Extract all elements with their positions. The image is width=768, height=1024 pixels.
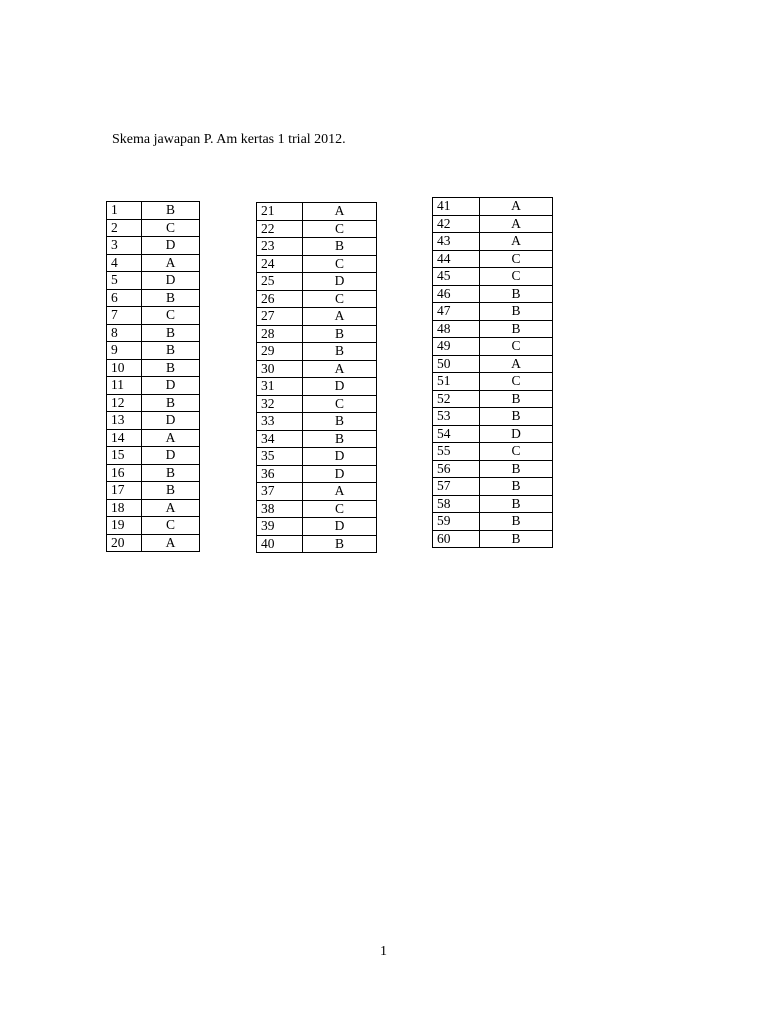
table-row [107, 534, 200, 552]
question-number: 17 [107, 482, 142, 500]
table-row [107, 254, 200, 272]
table-row [257, 378, 377, 396]
table-row [257, 360, 377, 378]
answer-letter: B [303, 535, 377, 553]
table-row [107, 359, 200, 377]
question-number: 28 [257, 325, 303, 343]
table-row [107, 307, 200, 325]
question-number: 44 [433, 250, 480, 268]
question-number: 2 [107, 219, 142, 237]
answer-letter: B [303, 343, 377, 361]
answer-letter: B [480, 390, 553, 408]
table-row [433, 373, 553, 391]
table-row [257, 395, 377, 413]
answer-letter: B [142, 464, 200, 482]
table-row [107, 517, 200, 535]
answer-letter: B [303, 325, 377, 343]
answer-letter: B [142, 482, 200, 500]
answer-letter: C [142, 517, 200, 535]
table-row [433, 268, 553, 286]
table-row [257, 238, 377, 256]
question-number: 3 [107, 237, 142, 255]
answer-letter: B [480, 285, 553, 303]
answer-letter: B [303, 430, 377, 448]
question-number: 16 [107, 464, 142, 482]
answer-letter: B [480, 408, 553, 426]
answer-letter: A [142, 534, 200, 552]
answer-letter: B [480, 478, 553, 496]
table-row [257, 535, 377, 553]
answer-letter: D [303, 448, 377, 466]
table-row [107, 272, 200, 290]
table-row [107, 324, 200, 342]
question-number: 14 [107, 429, 142, 447]
table-row [433, 495, 553, 513]
question-number: 30 [257, 360, 303, 378]
question-number: 59 [433, 513, 480, 531]
question-number: 11 [107, 377, 142, 395]
question-number: 48 [433, 320, 480, 338]
question-number: 53 [433, 408, 480, 426]
table-row [107, 482, 200, 500]
answer-letter: D [303, 518, 377, 536]
question-number: 57 [433, 478, 480, 496]
answer-letter: A [303, 203, 377, 221]
question-number: 8 [107, 324, 142, 342]
table-row [433, 338, 553, 356]
table-row [107, 377, 200, 395]
answer-letter: C [142, 219, 200, 237]
answer-letter: B [480, 513, 553, 531]
table-row [433, 408, 553, 426]
question-number: 54 [433, 425, 480, 443]
table-row [257, 203, 377, 221]
table-row [107, 429, 200, 447]
answer-letter: B [480, 495, 553, 513]
question-number: 58 [433, 495, 480, 513]
question-number: 49 [433, 338, 480, 356]
table-row [107, 289, 200, 307]
question-number: 26 [257, 290, 303, 308]
table-row [107, 412, 200, 430]
answer-table-41-60 [432, 197, 553, 548]
answer-letter: C [480, 338, 553, 356]
question-number: 4 [107, 254, 142, 272]
table-row [433, 355, 553, 373]
question-number: 37 [257, 483, 303, 501]
table-row [257, 483, 377, 501]
table-row [107, 464, 200, 482]
question-number: 5 [107, 272, 142, 290]
question-number: 21 [257, 203, 303, 221]
answer-letter: D [142, 412, 200, 430]
question-number: 9 [107, 342, 142, 360]
answer-letter: B [480, 530, 553, 548]
answer-letter: B [480, 320, 553, 338]
answer-letter: D [303, 465, 377, 483]
question-number: 6 [107, 289, 142, 307]
answer-letter: A [480, 355, 553, 373]
table-row [107, 499, 200, 517]
question-number: 23 [257, 238, 303, 256]
table-row [433, 530, 553, 548]
answer-letter: B [142, 202, 200, 220]
table-row [433, 215, 553, 233]
table-row [257, 290, 377, 308]
question-number: 33 [257, 413, 303, 431]
table-row [107, 202, 200, 220]
table-row [257, 343, 377, 361]
table-row [257, 255, 377, 273]
answer-letter: C [303, 255, 377, 273]
answer-letter: B [142, 324, 200, 342]
answer-letter: B [142, 342, 200, 360]
page-number: 1 [380, 944, 387, 959]
table-row [257, 273, 377, 291]
question-number: 24 [257, 255, 303, 273]
question-number: 13 [107, 412, 142, 430]
question-number: 31 [257, 378, 303, 396]
table-row [433, 513, 553, 531]
answer-letter: C [303, 500, 377, 518]
table-row [433, 285, 553, 303]
answer-letter: B [142, 394, 200, 412]
answer-letter: A [142, 254, 200, 272]
question-number: 35 [257, 448, 303, 466]
table-row [257, 325, 377, 343]
answer-letter: A [480, 215, 553, 233]
question-number: 32 [257, 395, 303, 413]
table-row [433, 320, 553, 338]
answer-letter: A [142, 499, 200, 517]
question-number: 1 [107, 202, 142, 220]
question-number: 7 [107, 307, 142, 325]
table-row [257, 465, 377, 483]
question-number: 29 [257, 343, 303, 361]
table-row [433, 198, 553, 216]
question-number: 51 [433, 373, 480, 391]
table-row [257, 500, 377, 518]
question-number: 18 [107, 499, 142, 517]
table-row [433, 460, 553, 478]
answer-letter: A [480, 198, 553, 216]
table-row [433, 425, 553, 443]
answer-letter: C [480, 250, 553, 268]
answer-letter: B [480, 303, 553, 321]
question-number: 19 [107, 517, 142, 535]
question-number: 41 [433, 198, 480, 216]
question-number: 22 [257, 220, 303, 238]
answer-letter: C [303, 220, 377, 238]
page-title: Skema jawapan P. Am kertas 1 trial 2012. [112, 132, 346, 147]
question-number: 25 [257, 273, 303, 291]
table-row [257, 518, 377, 536]
question-number: 50 [433, 355, 480, 373]
table-row [433, 478, 553, 496]
question-number: 10 [107, 359, 142, 377]
answer-table-1-20 [106, 201, 200, 552]
answer-letter: D [303, 378, 377, 396]
answer-letter: D [142, 272, 200, 290]
question-number: 38 [257, 500, 303, 518]
table-row [433, 303, 553, 321]
answer-letter: B [142, 289, 200, 307]
table-row [257, 220, 377, 238]
answer-letter: B [303, 238, 377, 256]
answer-letter: C [303, 395, 377, 413]
answer-letter: A [303, 308, 377, 326]
answer-letter: C [480, 268, 553, 286]
table-row [107, 342, 200, 360]
question-number: 60 [433, 530, 480, 548]
question-number: 15 [107, 447, 142, 465]
table-row [433, 250, 553, 268]
table-row [257, 430, 377, 448]
answer-letter: B [480, 460, 553, 478]
answer-letter: A [303, 483, 377, 501]
answer-letter: D [142, 377, 200, 395]
answer-letter: A [142, 429, 200, 447]
answer-letter: C [480, 443, 553, 461]
answer-letter: D [142, 237, 200, 255]
question-number: 45 [433, 268, 480, 286]
table-row [257, 413, 377, 431]
table-row [433, 443, 553, 461]
table-row [107, 219, 200, 237]
answer-letter: A [480, 233, 553, 251]
question-number: 20 [107, 534, 142, 552]
question-number: 39 [257, 518, 303, 536]
table-row [257, 308, 377, 326]
answer-letter: B [303, 413, 377, 431]
question-number: 34 [257, 430, 303, 448]
question-number: 12 [107, 394, 142, 412]
answer-letter: C [303, 290, 377, 308]
question-number: 55 [433, 443, 480, 461]
table-row [257, 448, 377, 466]
table-row [107, 447, 200, 465]
question-number: 42 [433, 215, 480, 233]
answer-table-21-40 [256, 202, 377, 553]
table-row [433, 233, 553, 251]
table-row [107, 237, 200, 255]
answer-letter: A [303, 360, 377, 378]
answer-letter: B [142, 359, 200, 377]
answer-letter: C [142, 307, 200, 325]
answer-letter: D [142, 447, 200, 465]
table-row [107, 394, 200, 412]
answer-letter: D [480, 425, 553, 443]
question-number: 56 [433, 460, 480, 478]
question-number: 52 [433, 390, 480, 408]
question-number: 47 [433, 303, 480, 321]
question-number: 36 [257, 465, 303, 483]
question-number: 43 [433, 233, 480, 251]
question-number: 40 [257, 535, 303, 553]
table-row [433, 390, 553, 408]
question-number: 46 [433, 285, 480, 303]
answer-letter: C [480, 373, 553, 391]
answer-letter: D [303, 273, 377, 291]
question-number: 27 [257, 308, 303, 326]
